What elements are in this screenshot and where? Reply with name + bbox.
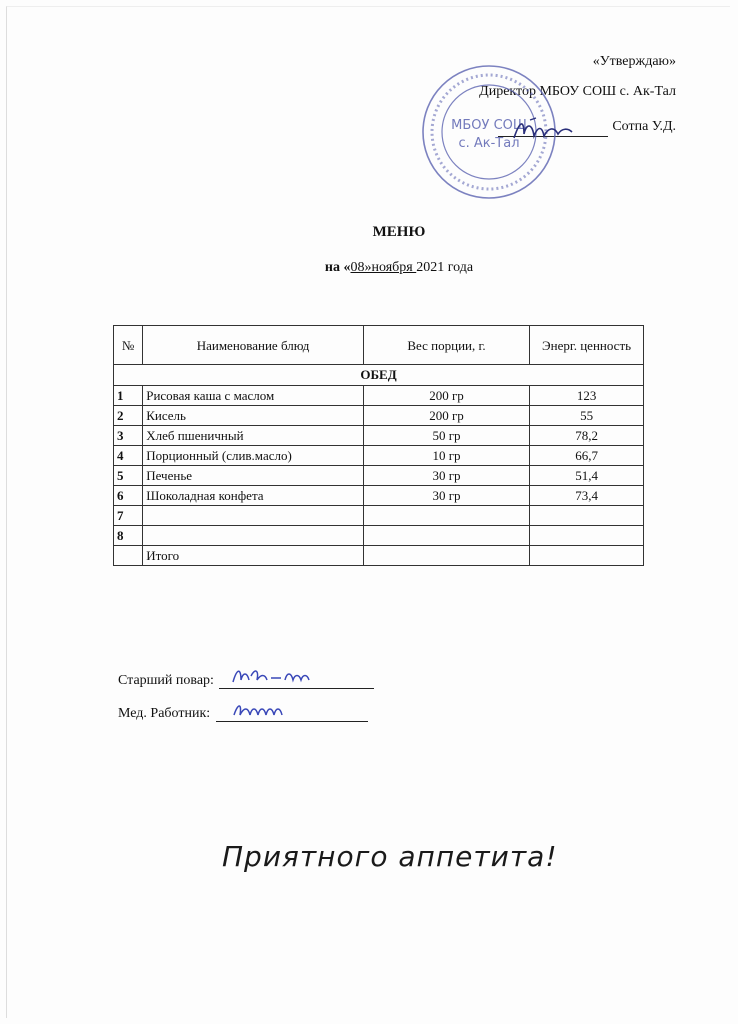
medic-signature-row (118, 705, 368, 722)
menu-date (30, 260, 738, 276)
header-energy: Энерг. ценность (530, 326, 644, 365)
table-row (114, 466, 644, 486)
row-num: 4 (114, 446, 143, 466)
row-energy: 51,4 (530, 466, 644, 486)
row-energy: 123 (530, 386, 644, 406)
row-weight (363, 526, 529, 546)
total-label: Итого (143, 546, 364, 566)
table-row (114, 386, 644, 406)
total-energy (530, 546, 644, 566)
row-energy (530, 506, 644, 526)
date-day: 08 (350, 260, 365, 275)
table-row (114, 426, 644, 446)
row-num: 1 (114, 386, 143, 406)
row-num: 2 (114, 406, 143, 426)
row-weight: 200 гр (363, 406, 529, 426)
table-row (114, 406, 644, 426)
row-name: Рисовая каша с маслом (143, 386, 364, 406)
row-weight: 50 гр (363, 426, 529, 446)
director-name: Сотпа У.Д. (612, 119, 676, 134)
table-row (114, 506, 644, 526)
page-title: МЕНЮ (372, 224, 426, 240)
approval-position: Директор МБОУ СОШ с. Ак-Тал (479, 84, 676, 99)
date-month: »ноября (364, 260, 417, 275)
row-weight: 200 гр (363, 386, 529, 406)
wish-text: Приятного аппетита! (222, 840, 558, 873)
cook-label: Старший повар: (118, 673, 214, 688)
section-label: ОБЕД (114, 365, 644, 386)
date-prefix: на « (324, 260, 351, 275)
row-num: 7 (114, 506, 143, 526)
total-weight (363, 546, 529, 566)
date-year: 2021 года (416, 260, 474, 275)
medic-signature (226, 697, 316, 719)
stamp-center-2: с. Ак-Тал (458, 136, 520, 151)
approval-title: «Утверждаю» (592, 54, 676, 69)
row-name: Шоколадная конфета (143, 486, 364, 506)
row-name: Печенье (143, 466, 364, 486)
cook-signature (229, 664, 319, 686)
medic-label: Мед. Работник: (118, 706, 211, 721)
menu-table (113, 325, 644, 566)
table-row (114, 446, 644, 466)
row-num: 3 (114, 426, 143, 446)
medic-signature-line (216, 705, 368, 722)
row-energy (530, 526, 644, 546)
table-header-row (114, 326, 644, 365)
row-energy: 78,2 (530, 426, 644, 446)
row-energy: 66,7 (530, 446, 644, 466)
total-num (114, 546, 143, 566)
row-name: Порционный (слив.масло) (143, 446, 364, 466)
section-row (114, 365, 644, 386)
cook-signature-row (118, 672, 374, 689)
total-row (114, 546, 644, 566)
row-num: 5 (114, 466, 143, 486)
header-num: № (114, 326, 143, 365)
row-num: 8 (114, 526, 143, 546)
table-row (114, 486, 644, 506)
row-num: 6 (114, 486, 143, 506)
row-weight: 10 гр (363, 446, 529, 466)
row-energy: 55 (530, 406, 644, 426)
row-weight: 30 гр (363, 466, 529, 486)
cook-signature-line (219, 672, 374, 689)
row-name: Кисель (143, 406, 364, 426)
header-name: Наименование блюд (143, 326, 364, 365)
row-name (143, 506, 364, 526)
stamp-center-1: МБОУ СОШ (451, 118, 527, 133)
row-weight: 30 гр (363, 486, 529, 506)
director-signature (510, 116, 590, 146)
header-weight: Вес порции, г. (363, 326, 529, 365)
row-weight (363, 506, 529, 526)
row-name (143, 526, 364, 546)
row-energy: 73,4 (530, 486, 644, 506)
row-name: Хлеб пшеничный (143, 426, 364, 446)
table-row (114, 526, 644, 546)
